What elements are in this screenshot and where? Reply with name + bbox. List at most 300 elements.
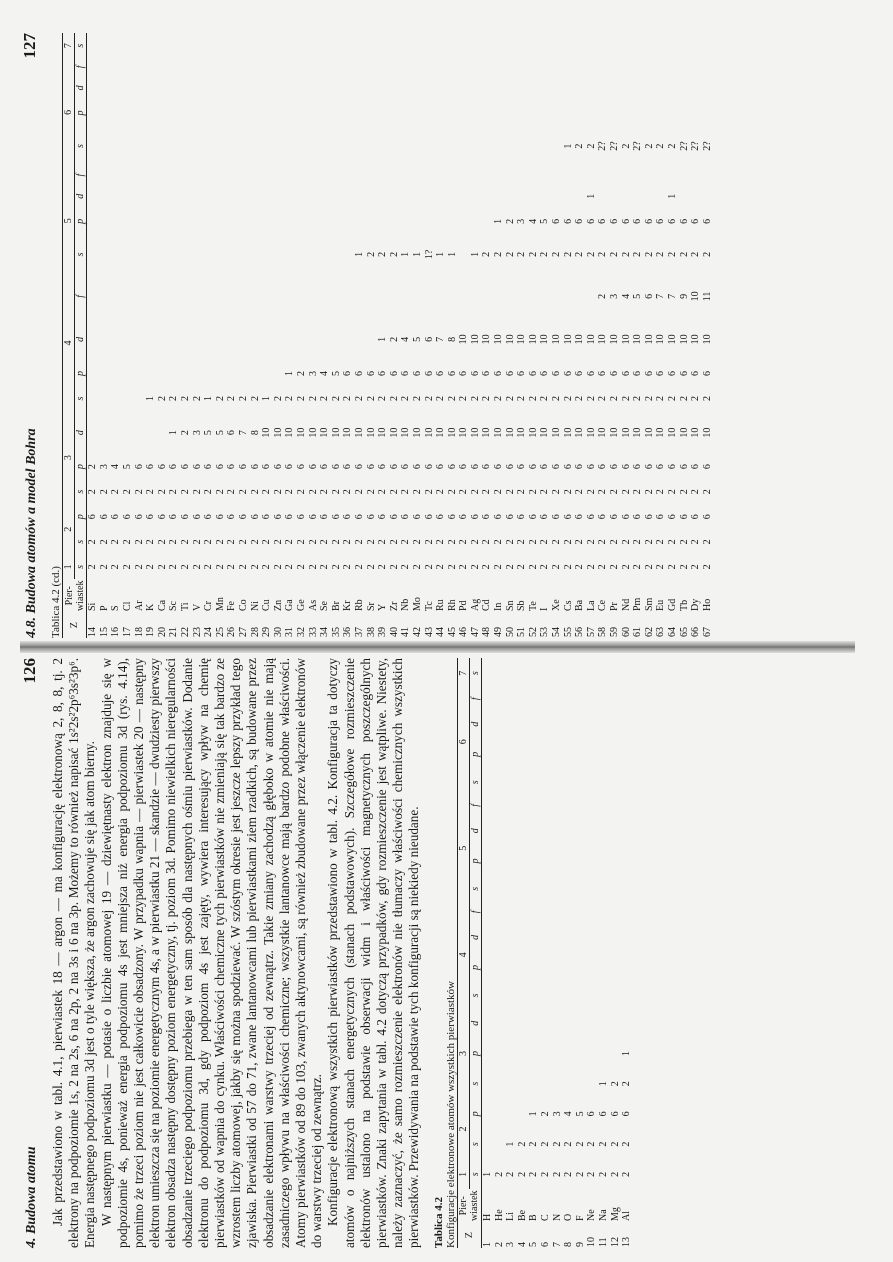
electron-count: 10 (469, 334, 481, 345)
electron-config-table-right (62, 33, 713, 638)
atomic-number: 54 (551, 627, 563, 637)
electron-count (365, 100, 377, 125)
electron-count: 2 (551, 1171, 563, 1177)
electron-count (133, 411, 145, 454)
electron-count (145, 126, 157, 167)
electron-count: 2 (87, 564, 99, 570)
electron-count: 2 (643, 489, 655, 495)
electron-count: 6 (678, 464, 690, 470)
electron-count (435, 184, 447, 209)
electron-count (435, 58, 447, 75)
electron-count: 2 (388, 564, 400, 570)
electron-count: 2 (458, 539, 470, 545)
electron-count: 2 (180, 489, 192, 495)
book-spine-shadow (20, 641, 855, 653)
electron-count (621, 769, 633, 795)
electron-count: 6 (411, 370, 423, 376)
electron-count: 6 (435, 370, 447, 376)
electron-count: 6 (191, 464, 203, 470)
electron-count (110, 126, 122, 167)
electron-count (226, 184, 238, 209)
electron-count: 2 (505, 1171, 517, 1177)
electron-count (238, 126, 250, 167)
electron-count: 2 (643, 564, 655, 570)
electron-count (122, 75, 134, 100)
electron-count (87, 275, 99, 318)
electron-count: 10 (504, 334, 516, 345)
electron-count (133, 318, 145, 361)
header-subshell-s: s (75, 554, 87, 579)
electron-count (87, 167, 99, 184)
electron-count: 6 (214, 514, 226, 520)
header-subshell-f: f (469, 795, 481, 816)
electron-count (563, 1008, 575, 1038)
electron-count (168, 126, 180, 167)
electron-count: 2 (330, 396, 342, 402)
electron-count (540, 1008, 552, 1038)
electron-count (540, 922, 552, 952)
electron-count: 2 (585, 489, 597, 495)
atomic-number: 28 (249, 627, 261, 637)
electron-count: 2 (400, 564, 412, 570)
electron-count (296, 100, 308, 125)
electron-count: 6 (203, 464, 215, 470)
header-shell-5: 5 (457, 795, 469, 902)
electron-count: 10 (551, 427, 563, 438)
electron-count: 2 (411, 539, 423, 545)
electron-count: 1 (353, 251, 365, 257)
electron-count: 2 (621, 1171, 633, 1177)
header-shell-6: 6 (63, 58, 75, 166)
electron-count (377, 184, 389, 209)
electron-count: 2 (214, 396, 226, 402)
electron-count: 2 (319, 396, 331, 402)
electron-count: 2 (423, 539, 435, 545)
electron-count (342, 167, 354, 184)
electron-count (528, 795, 540, 816)
electron-count (168, 209, 180, 234)
table-row (598, 658, 610, 1248)
electron-count: 2 (249, 489, 261, 495)
electron-count (446, 75, 458, 100)
electron-count: 5 (122, 464, 134, 470)
electron-count (516, 952, 528, 982)
electron-count: 2 (481, 489, 493, 495)
electron-count (563, 952, 575, 982)
electron-count: 2 (156, 489, 168, 495)
electron-count (505, 739, 517, 769)
electron-count (273, 209, 285, 234)
electron-count: 2 (411, 396, 423, 402)
electron-count (562, 275, 574, 318)
electron-count (470, 209, 482, 234)
electron-count: 3 (98, 464, 110, 470)
table-row (678, 33, 690, 638)
electron-count (307, 58, 319, 75)
electron-count: 10 (423, 427, 435, 438)
electron-count (377, 33, 389, 58)
electron-count (307, 33, 319, 58)
electron-count (516, 58, 528, 75)
electron-count (540, 816, 552, 846)
electron-count: 6 (226, 514, 238, 520)
electron-count (481, 275, 493, 318)
electron-count: 6 (214, 464, 226, 470)
electron-count (540, 952, 552, 982)
electron-count: 1 (481, 1171, 493, 1177)
electron-count (574, 688, 586, 709)
electron-count (215, 318, 227, 361)
electron-count: 6 (678, 218, 690, 224)
atomic-number: 21 (168, 627, 180, 637)
electron-count (249, 167, 261, 184)
electron-count (365, 75, 377, 100)
electron-count (551, 769, 563, 795)
electron-count: 2 (585, 251, 597, 257)
atomic-number: 23 (191, 627, 203, 637)
electron-count: 2 (353, 564, 365, 570)
atomic-number: 39 (377, 627, 389, 637)
electron-count (493, 1038, 505, 1068)
element-symbol: S (110, 605, 122, 611)
table-row (493, 33, 505, 638)
electron-count: 10 (458, 427, 470, 438)
electron-count (226, 167, 238, 184)
element-symbol: Ar (133, 600, 145, 611)
table-row (238, 33, 250, 638)
electron-count (481, 1099, 493, 1129)
electron-count: 1 (469, 251, 481, 257)
electron-count: 2 (423, 564, 435, 570)
header-shell-7: 7 (457, 658, 469, 688)
atomic-number: 53 (539, 627, 551, 637)
electron-count: 6 (678, 514, 690, 520)
electron-count (354, 58, 366, 75)
electron-count: 2 (493, 489, 505, 495)
electron-count (458, 58, 470, 75)
electron-count: 10 (388, 427, 400, 438)
element-symbol: P (98, 605, 110, 611)
electron-count (597, 33, 609, 58)
electron-count (516, 275, 528, 318)
electron-count: 2 (563, 1141, 575, 1147)
electron-count: 6 (597, 1111, 609, 1117)
electron-count (458, 275, 470, 318)
electron-count: 2 (319, 564, 331, 570)
electron-count: 10 (481, 427, 493, 438)
electron-count (168, 275, 180, 318)
electron-count: 2? (690, 141, 702, 151)
electron-count (598, 952, 610, 982)
electron-count (621, 658, 633, 688)
electron-count (99, 184, 111, 209)
electron-count: 2 (377, 564, 389, 570)
electron-count: 2 (122, 539, 134, 545)
table-row (435, 33, 447, 638)
header-z: Z (63, 612, 87, 638)
header-shell-6: 6 (457, 688, 469, 795)
electron-count (563, 902, 575, 923)
electron-count: 6 (481, 464, 493, 470)
electron-count: 10 (643, 334, 655, 345)
element-symbol: Cl (122, 601, 134, 611)
electron-count: 2 (609, 251, 621, 257)
electron-count (133, 100, 145, 125)
left-table-caption (433, 658, 457, 1248)
electron-count: 2 (504, 251, 516, 257)
element-symbol: Xe (551, 599, 563, 611)
table-row (621, 658, 633, 1248)
electron-count: 1 (505, 1141, 517, 1147)
electron-count: 1 (585, 193, 597, 199)
electron-count (342, 234, 354, 275)
table-row (632, 33, 644, 638)
header-subshell-s: s (469, 876, 481, 902)
header-subshell-p: p (469, 1038, 481, 1068)
electron-count: 10 (435, 427, 447, 438)
electron-count: 6 (330, 514, 342, 520)
electron-count: 9 (678, 293, 690, 299)
electron-count (551, 795, 563, 816)
electron-count (168, 184, 180, 209)
electron-count (122, 167, 134, 184)
right-header-title: 4.8. Budowa atomów a model Bohra (24, 428, 39, 638)
electron-count (377, 58, 389, 75)
electron-count (330, 318, 342, 361)
atomic-number: 29 (261, 627, 273, 637)
electron-count: 2 (701, 396, 713, 402)
electron-count (562, 58, 574, 75)
electron-count (493, 709, 505, 739)
electron-count (377, 100, 389, 125)
header-subshell-s: s (469, 1129, 481, 1159)
electron-count (493, 816, 505, 846)
electron-count (586, 58, 598, 75)
electron-count (99, 386, 111, 411)
electron-count (342, 184, 354, 209)
electron-count (574, 983, 586, 1009)
atomic-number: 3 (505, 1242, 517, 1247)
element-symbol: Na (597, 1209, 609, 1221)
electron-count (586, 33, 598, 58)
electron-count: 2? (609, 141, 621, 151)
electron-count: 2 (365, 539, 377, 545)
electron-count (168, 318, 180, 361)
electron-count (319, 58, 331, 75)
electron-count (481, 983, 493, 1009)
electron-count (690, 75, 702, 100)
electron-count (598, 709, 610, 739)
atomic-number: 22 (180, 627, 192, 637)
electron-count (678, 184, 690, 209)
electron-count (470, 33, 482, 58)
electron-count: 6 (295, 514, 307, 520)
electron-count: 2 (307, 539, 319, 545)
atomic-number: 37 (353, 627, 365, 637)
element-symbol: Tc (423, 601, 435, 611)
electron-count (481, 952, 493, 982)
electron-count (505, 983, 517, 1009)
electron-count (540, 709, 552, 739)
electron-count: 6 (655, 464, 667, 470)
electron-count (701, 184, 713, 209)
electron-count (481, 922, 493, 952)
electron-count (261, 58, 273, 75)
electron-count: 2 (655, 539, 667, 545)
header-shell-2: 2 (457, 1099, 469, 1159)
electron-count (458, 184, 470, 209)
electron-count: 2 (110, 564, 122, 570)
electron-count (481, 709, 493, 739)
electron-count (540, 846, 552, 876)
atomic-number: 49 (493, 627, 505, 637)
electron-count (516, 126, 528, 167)
table-row (249, 33, 261, 638)
header-subshell-p: p (469, 846, 481, 876)
paragraph-3: Konfiguracje elektronową wszystkich pierwiastków przedstawiono w tabl. 4.2. Konfiguracja ta dotyczy atomów o najniższych stanach energetycznych (stanach podstawowych). Szczegółowe rozmieszczenie elektronów ustalono na podstawie obserwacji widm i właściwości magnetycznych poszczególnych pierwiastków. Znaki zapytania w tabl. 4.2 dotyczą przypadków, gdy rozmieszczenie jest wątpliwe. Niestety, należy zaznaczyć, że samo rozmieszczenie elektronów nie tłumaczy właściwości chemicznych wszystkich pierwiastków. Przewidywania na podstawie tych konfiguracji są niekiedy nieudane. (325, 658, 422, 1248)
electron-count (493, 922, 505, 952)
electron-count (586, 902, 598, 923)
electron-count (388, 184, 400, 209)
electron-count: 2 (214, 489, 226, 495)
electron-count (481, 209, 493, 234)
electron-count: 2 (435, 489, 447, 495)
electron-count: 6 (527, 370, 539, 376)
electron-count (400, 209, 412, 234)
atomic-number: 60 (620, 627, 632, 637)
electron-count (307, 100, 319, 125)
electron-count: 6 (701, 370, 713, 376)
electron-count (377, 209, 389, 234)
electron-count (261, 167, 273, 184)
electron-count (261, 75, 273, 100)
electron-count (180, 234, 192, 275)
electron-count (215, 58, 227, 75)
electron-count (215, 234, 227, 275)
electron-count: 2 (701, 564, 713, 570)
electron-count (505, 795, 517, 816)
electron-count (354, 167, 366, 184)
electron-count (296, 234, 308, 275)
electron-count (284, 75, 296, 100)
electron-count (551, 688, 563, 709)
atomic-number: 24 (203, 627, 215, 637)
electron-count (99, 33, 111, 58)
electron-count (598, 739, 610, 769)
electron-count (342, 75, 354, 100)
electron-count (180, 167, 192, 184)
electron-count (226, 58, 238, 75)
header-subshell-s: s (469, 658, 481, 688)
electron-count: 10 (527, 334, 539, 345)
electron-count: 6 (609, 370, 621, 376)
electron-count (133, 234, 145, 275)
electron-count (493, 100, 505, 125)
electron-count: 2 (504, 564, 516, 570)
electron-count: 2 (678, 251, 690, 257)
electron-count: 5 (411, 336, 423, 342)
electron-count: 2 (168, 539, 180, 545)
electron-count: 7 (435, 336, 447, 342)
electron-count: 6 (655, 218, 667, 224)
electron-count (562, 167, 574, 184)
electron-count (319, 167, 331, 184)
atomic-number: 45 (446, 627, 458, 637)
electron-count (435, 209, 447, 234)
element-symbol: Gd (666, 598, 678, 611)
electron-count (481, 688, 493, 709)
electron-count (563, 1069, 575, 1099)
electron-count (470, 184, 482, 209)
electron-count (551, 816, 563, 846)
electron-count: 2 (411, 489, 423, 495)
paragraph-1: Jak przedstawiono w tabl. 4.1, pierwiastek 18 — argon — ma konfigurację elektronową 2, 8, 8, tj. 2 elektrony na podpoziomie 1s, 2 na 2s, 6 na 2p, 2 na 3s i 6 na 3p. Możemy to również napisać 1s²2s²2p⁶3s²3p⁶. Energia następnego podpoziomu 3d jest o tyle większa, że argon zachowuje się jak atom bierny. (50, 658, 98, 1248)
electron-count (540, 902, 552, 923)
electron-count: 4 (319, 370, 331, 376)
electron-count (423, 58, 435, 75)
electron-count: 2 (643, 539, 655, 545)
atomic-number: 33 (307, 627, 319, 637)
electron-count: 6 (446, 514, 458, 520)
electron-count: 2 (597, 293, 609, 299)
electron-count (539, 184, 551, 209)
electron-count: 2 (365, 489, 377, 495)
electron-count: 6 (562, 218, 574, 224)
electron-count (644, 33, 656, 58)
electron-count: 6 (261, 464, 273, 470)
electron-count (504, 275, 516, 318)
electron-count (701, 58, 713, 75)
electron-count (586, 1038, 598, 1068)
electron-count (620, 100, 632, 125)
electron-count: 10 (597, 427, 609, 438)
electron-count (133, 33, 145, 58)
electron-count: 6 (701, 514, 713, 520)
electron-count: 2 (701, 251, 713, 257)
electron-count: 6 (609, 218, 621, 224)
electron-count (598, 658, 610, 688)
electron-count: 2 (539, 539, 551, 545)
electron-count: 4 (527, 218, 539, 224)
electron-count: 10 (481, 334, 493, 345)
electron-count (423, 167, 435, 184)
electron-count (330, 100, 342, 125)
electron-count (540, 983, 552, 1009)
electron-count (528, 184, 540, 209)
electron-count: 10 (272, 427, 284, 438)
electron-count: 1 (377, 336, 389, 342)
electron-count: 6 (272, 514, 284, 520)
electron-count: 2 (180, 564, 192, 570)
table-row (609, 658, 621, 1248)
electron-count: 5 (539, 218, 551, 224)
electron-count: 2 (620, 143, 632, 149)
electron-count: 11 (701, 291, 713, 302)
electron-count (609, 58, 621, 75)
atomic-number: 15 (98, 627, 110, 637)
electron-count (493, 769, 505, 795)
electron-count (284, 126, 296, 167)
electron-count (493, 952, 505, 982)
electron-count: 2 (620, 489, 632, 495)
electron-count: 2 (145, 489, 157, 495)
atomic-number: 26 (226, 627, 238, 637)
electron-count: 2 (435, 539, 447, 545)
electron-count: 2 (597, 251, 609, 257)
electron-count: 10 (330, 427, 342, 438)
atomic-number: 9 (574, 1242, 586, 1247)
electron-count (319, 100, 331, 125)
